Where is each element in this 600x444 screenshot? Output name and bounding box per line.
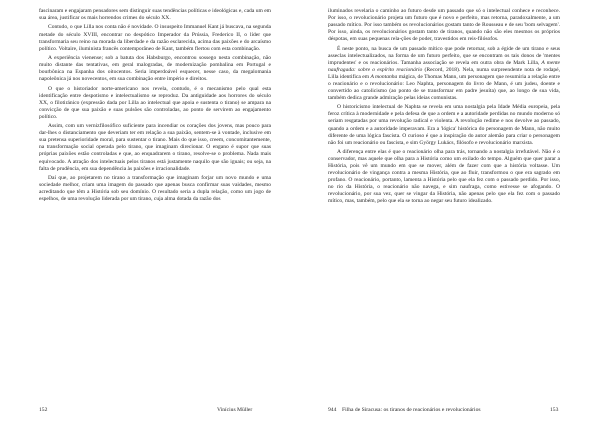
running-head: Filha de Siracusa: os tiranos de reacionários e revolucionários [342, 407, 481, 413]
left-page-body [39, 8, 271, 206]
running-head-prefix: 944 [328, 407, 337, 413]
paragraph: fascinaram e engajaram pensadores sem distinguir suas tendências políticas e ideológicas e, cada um em sua área, justificar os mais horrendos crimes do século XX. [39, 8, 271, 22]
paragraph: A experiência vienense; sob a batuta dos Habsburgo, encontrou sossego nesta combinação, não muito distante das tentativas, em geral malogradas, de modernização pombalina em Portugal e bourbônica na Espanha dos oitocentos. Seria imperdoável esquecer, nesse caso, da megalomania napoleônica já nos novecentos, em sua combinação entre império e direitos. [39, 55, 271, 83]
paragraph [328, 8, 560, 43]
paragraph: Contudo, o que Lilla nos conta não é novidade. O insuspeito Immanuel Kant já buscava, na segunda metade do século XVIII, encontrar no despótico Imperador da Prússia, Frederico II, o líder que transformaria seu reino na morada da liberdade e da razão esclarecida, acima das paixões e do arcaísmo político. Voltaire, iluminista francês contemporâneo de Kant, também flertou com esta combinação. [39, 24, 271, 52]
running-head: Vinícius Müller [217, 407, 253, 413]
paragraph: Daí que, ao projetarem no tirano a transformação que imaginam forjar um novo mundo e uma sociedade melhor, criam uma imagem do passado que apenas busca confirmar suas vaidades, mesmo acreditando que têm a História sob seu domínio. O resultado seria a dupla relação, como um jogo de espelhos, de uma revolução liderada por um tirano, cuja alma dotada da razão dos [39, 174, 271, 203]
page-number: 153 [550, 407, 559, 413]
paragraph [328, 149, 560, 205]
paragraph: Assim, com um vernizfilosófico suficiente para incendiar os corações dos jovens, mas pouco para dar-lhes o distanciamento que deveriam ter em relação a sua paixão, sentem-se à vontade, inclusive em sua pretensa superioridade moral, para sustentar o tirano. Mais do que isso, creem, concomitantemente, na transformação social operada pelo tirano, que imaginam direcionar. O engano é supor que suas próprias paixões estão controladas e que, ao enquadrarem o tirano, resolve-se o problema. Nada mais equivocado. A atração dos intelectuais pelos tiranos está justamente naquilo que são iguais; ou seja, na falta de prudência, em sua dependência às paixões e irracionalidade. [39, 123, 271, 172]
paragraph-text: iluminados revelaria o caminho ao futuro desde um passado que só o intelectual conhece e reconhece. Por isso, o revolucionário projeta um futuro que é novo e perfeito, mas retorna, paradoxalmente, a um passado mítico. Por isso também os revolucionários gostam tanto de Rousseau e de seu 'bom selvagem'. Por isso, ainda, os revolucionários gostam tanto de tiranos, quando não são eles mesmos os próprios déspotas, em suas pequenas rela-ções de poder, travestidos em reis-filósofos. [328, 8, 560, 43]
book-title: A montanha [370, 73, 398, 80]
page-number: 152 [39, 407, 48, 413]
paragraph [328, 46, 560, 102]
paragraph: O que o historiador norte-americano nos revela, contudo, é o mecanismo pelo qual esta identificação entre despotismo e intelectualismo se reproduz. Da antiguidade aos horrores do século XX, o filotiránico (expressão dada por Lilla ao intelectual que apoia e sustenta o tirano) se ampara na convicção de que sua paixão e suas pulsões são controladas, ao ponto de servirem ao engajamento político. [39, 85, 271, 120]
book-title: A mente naufragada: sobre o espírito reacionário [328, 59, 561, 73]
paragraph-text: (Record, 2018). Nela, numa surpreendente nota de rodapé, Lilla identifica em [328, 66, 560, 80]
paragraph-text: A diferença entre elas é que o reacionário olha para trás, tornando a nostalgia irrefutável. Não é o conservador, mas aquele que olha para a História como um exilado do tempo. Alguém que quer parar a História, pois vê um mundo em que se mover, além de fazer com que a história voltasse. Um revolucionário de vingança contra a mesma História, que ao fluir, transformou o que era sagrado em profano. O reacionário, portanto, lamenta a História pelo que ela fez com o passado perdido. Por isso, no rio da História, o reacionário não navega, e sim naufraga, como estivesse se afogando. O revolucionário, por sua vez, quer se vingar da História, não apenas pelo que ela fez com o passado mítico, mas, também, pelo que ela se torna ao negar seu futuro idealizado. [328, 149, 560, 205]
paragraph [328, 104, 560, 146]
right-page [300, 0, 600, 444]
paragraph-text: O historicismo intelectual de Naphta se revela em uma nostalgia pela Idade Média europeia, pela feroz crítica à modernidade e pela defesa de que a ordem e a autoridade perdidas no mundo moderno só seriam resgatadas por uma revolução radical e violenta. A revolução redime e nos devolve ao passado, quando a ordem e a autoridade imperavam. Era a 'lógica' histórica do personagem de Mann, não muito diferente de uma lógica fascista. O curioso é que a inspiração do autor alemão para criar o personagem não foi um reacionário ou fascista, e sim György Lukács, filósofo e revolucionário marxista. [328, 104, 560, 146]
right-page-body [328, 8, 560, 208]
paragraph-text: É neste ponto, na busca de um passado mítico que pode retornar, sob a égide de um tirano e seus asseclas intelectualizados, na forma de um futuro perfeito, que se encontram os tais donos de 'mentes imprudentes' e os reacionários. Tamanha associação se revela em outra obra de Mark Lilla, [328, 45, 560, 66]
paragraph-text: mágica, de Thomas Mann, um personagem que resumiria a relação entre o reacionário e o revolucionário: Leo Naphta, personagem do livro de Mann, é um judeu, doente e convertido ao catolicismo (ao ponto de se transformar em padre jesuíta) que, ao longo de sua vida, também dedica grande admiração pelas ideias comunistas. [328, 73, 560, 101]
